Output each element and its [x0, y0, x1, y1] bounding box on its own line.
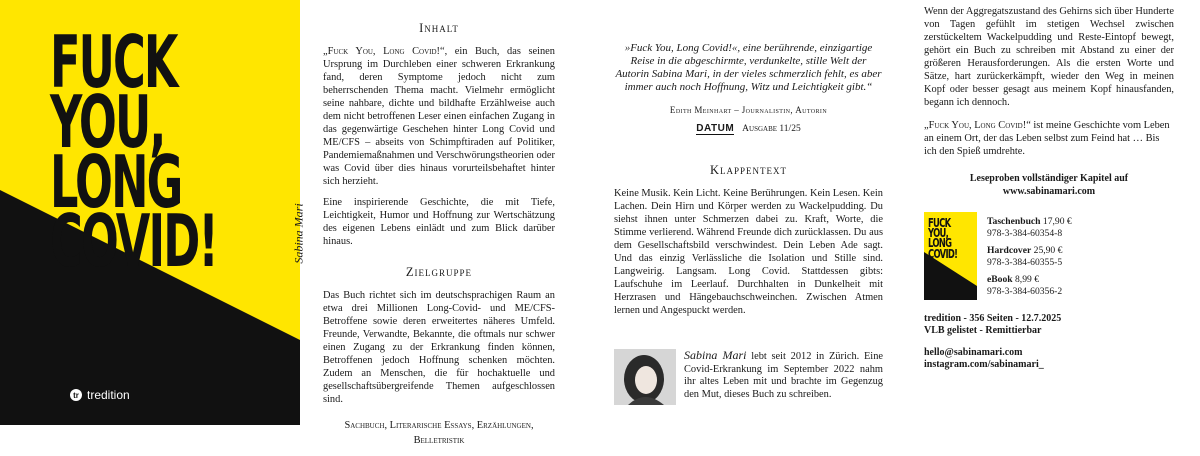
- format-price: 8,99 €: [1015, 274, 1039, 285]
- cover-title-line: COVID!: [50, 199, 217, 284]
- leseproben-label: Leseproben vollständiger Kapitel auf: [969, 173, 1129, 184]
- inhalt-heading: Inhalt: [419, 21, 459, 35]
- book-thumbnail: [924, 212, 977, 300]
- author-photo: [614, 349, 676, 405]
- klappentext-text: Keine Musik. Kein Licht. Keine Berührungen. Kein Lesen. Kein Lachen. Dein Hirn und Körper werden zu Wackelpudding. Du siehst ihnen unter Schmerzen dabei zu. Kraft, Worte, die Stimme verlierend. Während Freunde dich zurücklassen. Du aus dem Gesellschaftsbild verschwindest. Dein Leben Ade sagt. Und das einzig Verlässliche die Isolation und Stille sind. Langweirig. Langsam. Long Covid. Stattdessen gibts: Laufschuhe im Leerlauf. Durchhalten in Dunkelheit mit Herzrasen und Hängebauchschweinchen. Zwischen Atmen lernen und Angespuckt werden.: [614, 188, 883, 316]
- format-list: [987, 216, 1072, 303]
- datum-logo: DATUM: [696, 123, 735, 134]
- right-paragraph-2-text: ist meine Geschichte vom Leben an einem Ort, der das Leben selbst zum Feind hat … Bis ich den Spieß umdrehte.: [924, 120, 1170, 157]
- cover-title-line: FUCK: [50, 20, 177, 104]
- thumbnail-title-line: LONG: [928, 236, 952, 251]
- format-name: eBook: [987, 274, 1013, 285]
- column-right: [924, 0, 1174, 379]
- publisher-name: tredition: [87, 388, 130, 402]
- instagram-link[interactable]: instagram.com/sabinamari_: [924, 359, 1044, 370]
- book-title-inline: „Fuck You, Long Covid!“: [323, 46, 445, 57]
- zielgruppe-text: Das Buch richtet sich im deutschsprachigen Raum an etwa drei Millionen Long-Covid- und ME/CFS-Betroffene sowie deren erweitertes näheres Umfeld. Freunde, Verwandte, Bekannte, die oftmals nur schwer einen Zugang zu der Erkrankung finden können, Betroffenen jedoch Hoffnung schenken möchten. Zudem an Menschen, die für hochaktuelle und gesellschaftsübergreifende Themen aufgeschlossen sind.: [323, 290, 555, 405]
- author-name: Sabina Mari: [684, 348, 747, 362]
- format-item: [987, 216, 1072, 239]
- format-isbn: 978-3-384-60356-2: [987, 285, 1063, 297]
- cover-title: [50, 20, 217, 284]
- inhalt-paragraph-2: Eine inspirierende Geschichte, die mit Tiefe, Leichtigkeit, Humor und Hoffnung zur Wertschätzung des eigenen Lebens einlädt und zum Blick darüber hinaus.: [323, 197, 555, 247]
- thumbnail-title-line: YOU,: [928, 226, 949, 241]
- spine-author: Sabina Mari: [291, 203, 306, 264]
- inhalt-paragraph-1-text: , ein Buch, das seinen Ursprung im Durchleben einer schweren Erkrankung fand, deren Symptome jedoch nicht zum beherrschenden Thema macht. Vielmehr ermöglicht seine nahbare, dichte und bildhafte Erzählweise auch dem nicht betroffenen Leser einen einfachen Zugang in das gegenwärtige Geschehen hinter Long Covid und ME/CFS – abseits von Schimpftiraden auf Politiker, Pandemiemaßnahmen und Verschwörungstheorien oder was Covid über dies hinaus vorurteilsbehaftet hinter sich herzieht.: [323, 46, 555, 187]
- vlb-meta: VLB gelistet - Remittierbar: [924, 325, 1042, 336]
- format-price: 25,90 €: [1033, 245, 1063, 256]
- klappentext-heading: Klappentext: [709, 163, 788, 177]
- purchase-info: [924, 212, 1174, 303]
- format-item: [987, 245, 1072, 268]
- format-item: [987, 274, 1072, 297]
- author-box: [614, 349, 883, 409]
- column-middle: [614, 0, 884, 400]
- right-paragraph-1: Wenn der Aggregatszustand des Gehirns sich über Hunderte von Tagen gefühlt im stetigen Wechsel zwischen zerstückeltem Wackelpudding und Reste-Eintopf bewegt, gehört ein Buch zu schreiben mit Abstand zu einer der größeren Herausforderungen. Als die ersten Worte und Sätze, hart zurückerkämpft, wieder den Weg in meinen Kopf oder besser gesagt aus meinem Kopf hinausfanden, begann ich dennoch.: [924, 6, 1174, 108]
- review-quote: »Fuck You, Long Covid!«, eine berührende, einzigartige Reise in die abgeschirmte, verdunkelte, stille Welt der Autorin Sabina Mari, in der vieles schmerzlich fehlt, es aber immer auch noch Hoffnung, Witz und Leichtigkeit gibt.“: [615, 42, 882, 93]
- book-cover: [0, 0, 300, 425]
- book-title-inline: „Fuck You, Long Covid!“: [924, 120, 1031, 131]
- thumbnail-title-line: COVID!: [928, 246, 958, 261]
- format-name: Hardcover: [987, 245, 1032, 256]
- author-bio: [684, 349, 883, 401]
- publication-meta: tredition - 356 Seiten - 12.7.2025: [924, 313, 1062, 324]
- review-source: [614, 123, 883, 136]
- website-link[interactable]: www.sabinamari.com: [1002, 186, 1096, 197]
- column-inhalt: [323, 0, 555, 456]
- right-paragraph-2: [924, 119, 1174, 158]
- cover-title-line: YOU,: [50, 79, 165, 164]
- zielgruppe-heading: Zielgruppe: [405, 265, 473, 279]
- thumbnail-title: [928, 218, 957, 259]
- cover-title-line: LONG: [50, 139, 182, 224]
- email-link[interactable]: hello@sabinamari.com: [924, 347, 1023, 358]
- format-name: Taschenbuch: [987, 216, 1041, 227]
- review-attribution: Edith Meinhart – Journalistin, Autorin: [669, 105, 828, 115]
- genres: Sachbuch, Literarische Essays, Erzählungen, Belletristik: [344, 420, 534, 446]
- review-issue: Ausgabe 11/25: [742, 124, 801, 134]
- format-isbn: 978-3-384-60354-8: [987, 227, 1063, 239]
- inhalt-paragraph-1: [323, 45, 555, 188]
- author-bio-text: lebt seit 2012 in Zürich. Eine Covid-Erkrankung im September 2022 nahm ihr altes Leben mit und brachte im Gegenzug den Mut, dieses Buch zu schreiben.: [684, 351, 884, 400]
- tredition-logo-icon: tr: [70, 389, 82, 401]
- publisher-mark: [70, 388, 130, 402]
- thumbnail-title-line: FUCK: [928, 216, 951, 230]
- format-isbn: 978-3-384-60355-5: [987, 256, 1063, 268]
- format-price: 17,90 €: [1042, 216, 1072, 227]
